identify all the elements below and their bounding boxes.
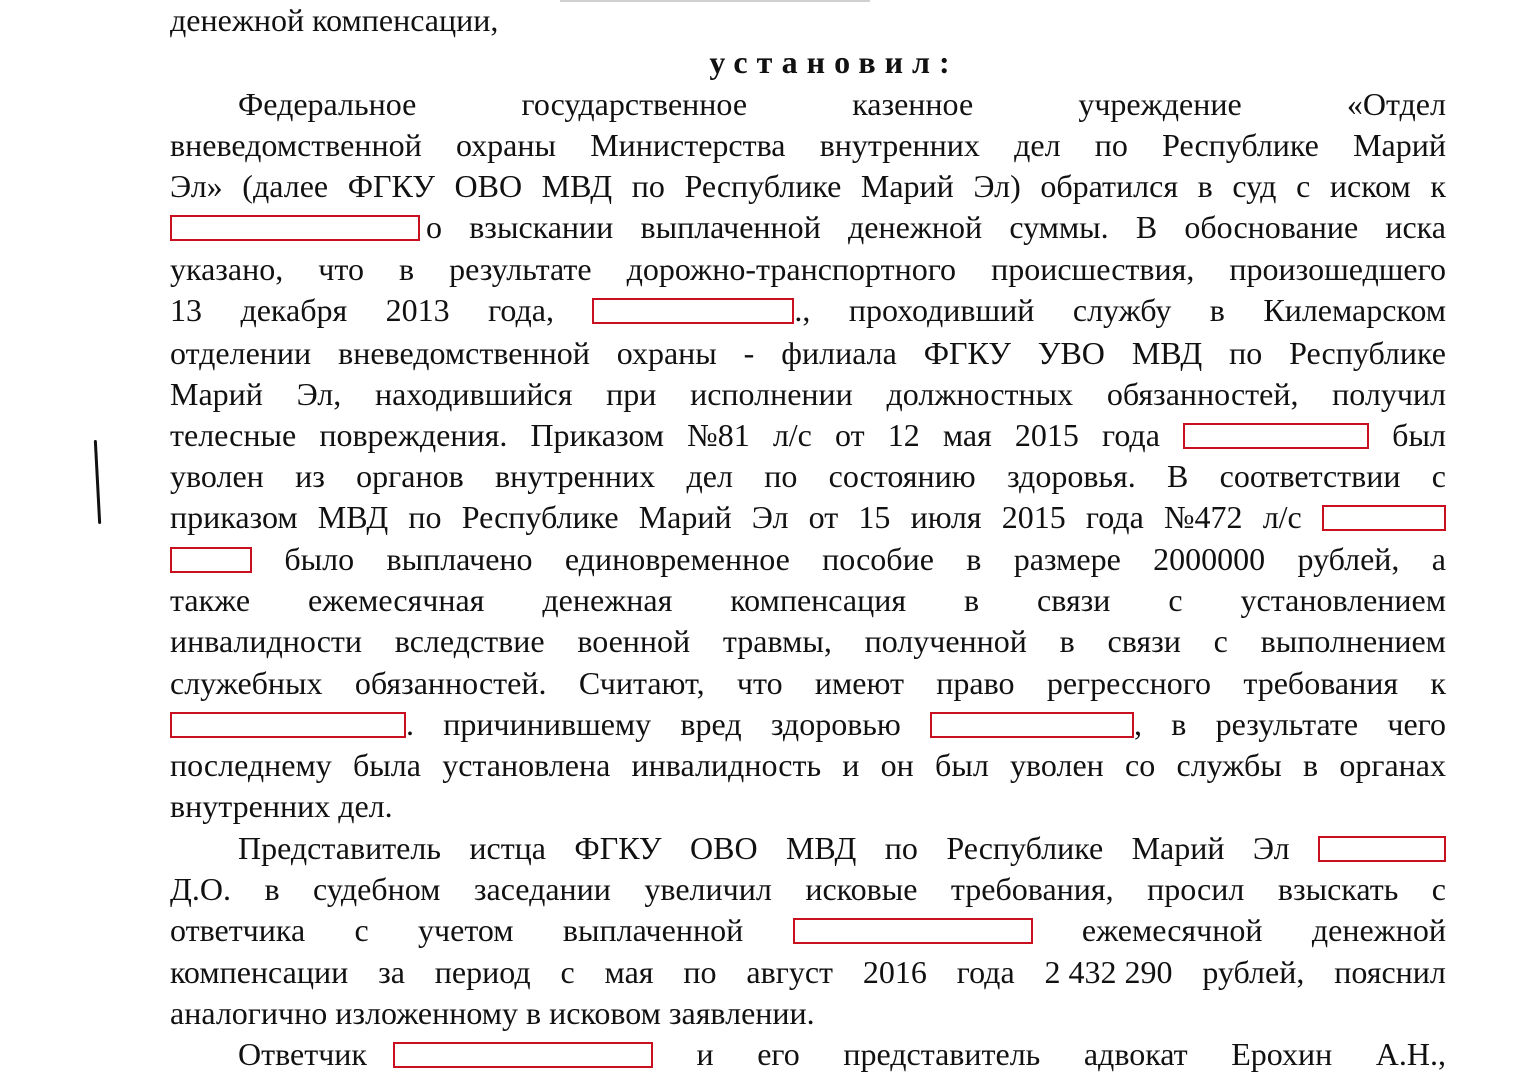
text-segment: Ответчик	[238, 1036, 367, 1072]
redacted-defendant-name	[170, 215, 420, 241]
text-segment: .,	[794, 292, 811, 328]
text-segment: компенсации	[170, 954, 349, 990]
text-segment: с	[1168, 582, 1183, 618]
text-segment: ОВО	[454, 168, 523, 204]
p1-line-5	[170, 249, 1446, 290]
text-segment: вневедомственной	[338, 335, 590, 371]
p1-line-8	[170, 374, 1446, 415]
p1-line-14	[170, 621, 1446, 662]
text-segment: мая	[604, 954, 654, 990]
redacted-defendant-name-2	[393, 1042, 653, 1068]
text-segment: Марий	[1131, 830, 1225, 866]
text-segment: МВД	[785, 830, 857, 866]
text-segment: Марий	[1353, 127, 1446, 163]
text-segment: органах	[1339, 747, 1446, 783]
text-segment: выполнением	[1260, 623, 1446, 659]
text-segment: Считают,	[578, 665, 705, 701]
text-segment: с	[354, 912, 369, 948]
text-segment: №472	[1163, 499, 1243, 535]
text-segment: иска	[1385, 209, 1446, 245]
text-segment: Министерства	[590, 127, 786, 163]
p1-line-2	[170, 125, 1446, 166]
text-segment: в	[1171, 706, 1187, 742]
text-segment: дел	[686, 458, 733, 494]
p1-line-11	[170, 497, 1446, 538]
text-segment: денежной	[847, 209, 983, 245]
text-segment: охраны	[616, 335, 717, 371]
text-segment: судебном	[313, 871, 441, 907]
text-segment: проходивший	[848, 292, 1035, 328]
text-segment: дорожно-транспортного	[626, 251, 957, 287]
text-segment: последнему	[170, 747, 332, 783]
text-segment: -	[743, 335, 755, 371]
text-segment: результате	[449, 251, 592, 287]
text-segment: дел	[1014, 127, 1061, 163]
text-segment: декабря	[240, 292, 348, 328]
text-segment: МВД	[541, 168, 613, 204]
text-segment: служебных	[170, 665, 323, 701]
text-segment: Республике	[1289, 335, 1446, 371]
p2-line-4	[170, 952, 1446, 993]
text-segment: взыскании	[469, 209, 614, 245]
text-segment: в	[1197, 168, 1213, 204]
text-segment: в	[264, 871, 280, 907]
text-segment: военной	[577, 623, 691, 659]
text-segment: Эл)	[973, 168, 1021, 204]
text-segment: со	[1125, 747, 1156, 783]
text-segment: ,	[1134, 706, 1143, 742]
text-segment: полученной	[864, 623, 1027, 659]
text-segment: заседании	[473, 871, 611, 907]
text-segment: адвокат	[1083, 1036, 1188, 1072]
text-segment: имеют	[814, 665, 904, 701]
text-segment: увеличил	[644, 871, 772, 907]
text-segment: 2016	[862, 954, 927, 990]
text-segment: от	[808, 499, 839, 535]
text-segment: .	[406, 706, 414, 742]
text-segment: выплаченной	[562, 912, 744, 948]
text-segment: иском	[1329, 168, 1411, 204]
text-segment: ФГКУ	[347, 168, 435, 204]
text-segment: представитель	[843, 1036, 1041, 1072]
text-segment: за	[378, 954, 405, 990]
text-segment: в	[966, 541, 982, 577]
text-segment: инвалидность	[631, 747, 822, 783]
text-segment: внутренних	[494, 458, 656, 494]
text-segment: ежемесячной	[1081, 912, 1263, 948]
text-segment: а	[1431, 541, 1446, 577]
text-segment: вред	[680, 706, 742, 742]
p2-line-3	[170, 910, 1446, 951]
p1-line-18	[170, 786, 1446, 827]
text-segment: исполнении	[690, 376, 853, 412]
text-segment: также	[170, 582, 251, 618]
p1-line-10	[170, 456, 1446, 497]
text-segment: ФГКУ	[923, 335, 1011, 371]
text-segment: ОВО	[689, 830, 758, 866]
text-segment: чего	[1387, 706, 1446, 742]
text-segment: он	[880, 747, 914, 783]
redacted-amount-word	[793, 918, 1033, 944]
redacted-name-order-472-b	[170, 547, 252, 573]
margin-pen-mark	[94, 440, 101, 524]
text-segment: август	[746, 954, 833, 990]
p1-line-6	[170, 290, 1446, 331]
text-segment: происшествия,	[991, 251, 1195, 287]
text-segment: 2000000	[1153, 541, 1266, 577]
text-segment: года	[956, 954, 1015, 990]
text-segment: размере	[1013, 541, 1121, 577]
text-segment: приказом	[170, 499, 298, 535]
text-segment: уволен	[170, 458, 264, 494]
text-segment: службу	[1072, 292, 1172, 328]
text-segment: органов	[356, 458, 464, 494]
text-segment: рублей,	[1202, 954, 1305, 990]
text-segment: вневедомственной	[170, 127, 422, 163]
text-segment: к	[1430, 168, 1446, 204]
text-segment: о	[426, 209, 442, 245]
text-segment: обоснование	[1184, 209, 1359, 245]
text-segment: ответчика	[170, 912, 306, 948]
text-segment: инвалидности	[170, 623, 363, 659]
text-segment: было	[284, 541, 355, 577]
text-segment: УВО	[1037, 335, 1105, 371]
text-segment: с	[1213, 623, 1228, 659]
text-segment: указано,	[170, 251, 284, 287]
text-segment: Республике	[946, 830, 1104, 866]
text-segment: соответствии	[1219, 458, 1401, 494]
text-segment: мая	[942, 417, 992, 453]
text-segment: обязанностей.	[354, 665, 547, 701]
text-segment: денежной	[1311, 912, 1446, 948]
text-segment: его	[757, 1036, 800, 1072]
text-segment: Федеральное	[238, 86, 417, 122]
text-segment: июля	[910, 499, 982, 535]
text-segment: казенное	[852, 86, 974, 122]
text-segment: по	[683, 954, 717, 990]
text-segment: 2015	[1001, 499, 1066, 535]
text-segment: Килемарском	[1263, 292, 1446, 328]
text-segment: истца	[469, 830, 546, 866]
text-segment: Марий	[860, 168, 954, 204]
text-segment: в	[963, 582, 980, 618]
text-segment: внутренних	[819, 127, 980, 163]
text-segment: 13	[170, 292, 202, 328]
text-segment: с	[560, 954, 575, 990]
text-segment: от	[835, 417, 865, 453]
text-segment: суд	[1232, 168, 1277, 204]
p1-line-3	[170, 166, 1446, 207]
text-segment: взыскать	[1277, 871, 1399, 907]
text-segment: обязанностей,	[1106, 376, 1299, 412]
text-segment: единовременное	[564, 541, 790, 577]
text-segment: в	[1302, 747, 1319, 783]
text-segment: установлением	[1240, 582, 1446, 618]
text-segment: выплачено	[386, 541, 533, 577]
text-segment: при	[606, 376, 657, 412]
text-segment: здоровья.	[1006, 458, 1136, 494]
text-segment: 2015	[1014, 417, 1079, 453]
text-segment: по	[1229, 335, 1263, 371]
heading-established: установил:	[709, 44, 959, 80]
p1-line-15	[170, 663, 1446, 704]
text-segment: ФГКУ	[574, 830, 662, 866]
text-segment: «Отдел	[1346, 86, 1446, 122]
text-segment: находившийся	[374, 376, 573, 412]
text-segment: №81	[687, 417, 750, 453]
text-segment: в	[1209, 292, 1225, 328]
text-segment: был	[1392, 417, 1446, 453]
text-segment: отделении	[170, 335, 312, 371]
redacted-employee-name	[592, 298, 794, 324]
text-segment: л/с	[1262, 499, 1302, 535]
text-segment: что	[318, 251, 364, 287]
text-segment: в	[1059, 623, 1075, 659]
redacted-name-victim	[930, 712, 1134, 738]
text-segment: года	[1102, 417, 1160, 453]
text-segment: Эл,	[296, 376, 342, 412]
text-segment: вследствие	[394, 623, 545, 659]
text-segment: из	[295, 458, 325, 494]
text-segment: просил	[1147, 871, 1245, 907]
text-segment: пособие	[822, 541, 934, 577]
text-segment: пояснил	[1334, 954, 1446, 990]
text-segment: рублей,	[1297, 541, 1400, 577]
text-segment: в	[398, 251, 415, 287]
text-segment: к	[1430, 665, 1446, 701]
text-segment: Марий	[638, 499, 732, 535]
text-segment: телесные	[170, 417, 297, 453]
text-segment: Республике	[1162, 127, 1319, 163]
text-segment: причинившему	[443, 706, 652, 742]
text-segment: Республике	[461, 499, 619, 535]
text-segment: повреждения.	[319, 417, 508, 453]
intro-line	[170, 0, 1446, 41]
text-segment: по	[408, 499, 442, 535]
text-segment: получил	[1332, 376, 1446, 412]
text-segment: по	[764, 458, 798, 494]
text-segment: с	[1296, 168, 1311, 204]
text-segment: связи	[1107, 623, 1181, 659]
text-segment: Представитель	[238, 830, 441, 866]
text-segment: Приказом	[530, 417, 665, 453]
text-segment: В	[1167, 458, 1189, 494]
text-segment: аналогично изложенному в исковом заявлении.	[170, 995, 815, 1031]
text-segment: регрессного	[1046, 665, 1212, 701]
text-segment: Эл	[1252, 830, 1290, 866]
p1-line-17	[170, 745, 1446, 786]
text-segment: по	[631, 168, 665, 204]
text-segment: с	[1431, 871, 1446, 907]
text-segment: период	[434, 954, 531, 990]
text-segment: Республике	[684, 168, 842, 204]
text-segment: 12	[887, 417, 920, 453]
text-segment: 2 432 290	[1044, 954, 1173, 990]
text-segment: суммы.	[1009, 209, 1109, 245]
text-segment: по	[1094, 127, 1128, 163]
text-segment: результате	[1215, 706, 1359, 742]
text-segment: был	[935, 747, 989, 783]
text-segment: Марий	[170, 376, 263, 412]
text-segment: 2013	[385, 292, 450, 328]
text-segment: ежемесячная	[307, 582, 485, 618]
text-segment: исковые	[805, 871, 918, 907]
text-segment: года	[1085, 499, 1144, 535]
text-segment: что	[736, 665, 783, 701]
p1-line-1	[238, 84, 1446, 125]
text-segment: состоянию	[828, 458, 976, 494]
text-segment: здоровью	[770, 706, 901, 742]
text-segment: уволен	[1010, 747, 1104, 783]
p1-line-9	[170, 415, 1446, 456]
p1-line-7	[170, 333, 1446, 374]
text-segment: охраны	[455, 127, 556, 163]
text-segment: связи	[1037, 582, 1111, 618]
p1-line-12	[170, 539, 1446, 580]
text-segment: с	[1431, 458, 1446, 494]
text-segment: Эл»	[170, 168, 223, 204]
text-segment: (далее	[242, 168, 329, 204]
text-segment: 15	[858, 499, 891, 535]
p1-line-4	[170, 207, 1446, 248]
text-segment: Эл	[751, 499, 789, 535]
text-segment: должностных	[886, 376, 1074, 412]
text-segment: Д.О.	[170, 871, 231, 907]
text-segment: была	[352, 747, 421, 783]
text-segment: и	[842, 747, 860, 783]
text-segment: года,	[488, 292, 554, 328]
p3-line-1	[238, 1034, 1446, 1075]
text-segment: произошедшего	[1229, 251, 1446, 287]
redacted-name-order-472-a	[1322, 505, 1446, 531]
text-segment: по	[884, 830, 918, 866]
text-segment: филиала	[781, 335, 897, 371]
text-segment: требования	[1243, 665, 1399, 701]
text-segment: право	[936, 665, 1015, 701]
text-segment: травмы,	[722, 623, 832, 659]
text-segment: требования,	[950, 871, 1114, 907]
p2-line-5	[170, 993, 1446, 1034]
redacted-name-regress	[170, 712, 406, 738]
p2-line-1	[238, 828, 1446, 869]
text-segment: компенсация	[730, 582, 907, 618]
text-segment: л/с	[772, 417, 812, 453]
text-segment: учреждение	[1078, 86, 1242, 122]
text-segment: А.Н.,	[1375, 1036, 1446, 1072]
text-segment: МВД	[1131, 335, 1203, 371]
text-segment: денежной компенсации,	[170, 2, 499, 38]
redacted-name-order-81	[1183, 423, 1369, 449]
text-segment: и	[696, 1036, 714, 1072]
text-segment: обратился	[1040, 168, 1179, 204]
text-segment: денежная	[542, 582, 673, 618]
text-segment: учетом	[418, 912, 514, 948]
text-segment: государственное	[521, 86, 748, 122]
text-segment: внутренних дел.	[170, 788, 393, 824]
redacted-representative-name	[1318, 836, 1446, 862]
text-segment: установлена	[442, 747, 611, 783]
p1-line-16	[170, 704, 1446, 745]
p2-line-2	[170, 869, 1446, 910]
text-segment: Ерохин	[1231, 1036, 1333, 1072]
text-segment: В	[1135, 209, 1158, 245]
p1-line-13	[170, 580, 1446, 621]
text-segment: службы	[1176, 747, 1282, 783]
text-segment: выплаченной	[640, 209, 821, 245]
text-segment: МВД	[317, 499, 389, 535]
